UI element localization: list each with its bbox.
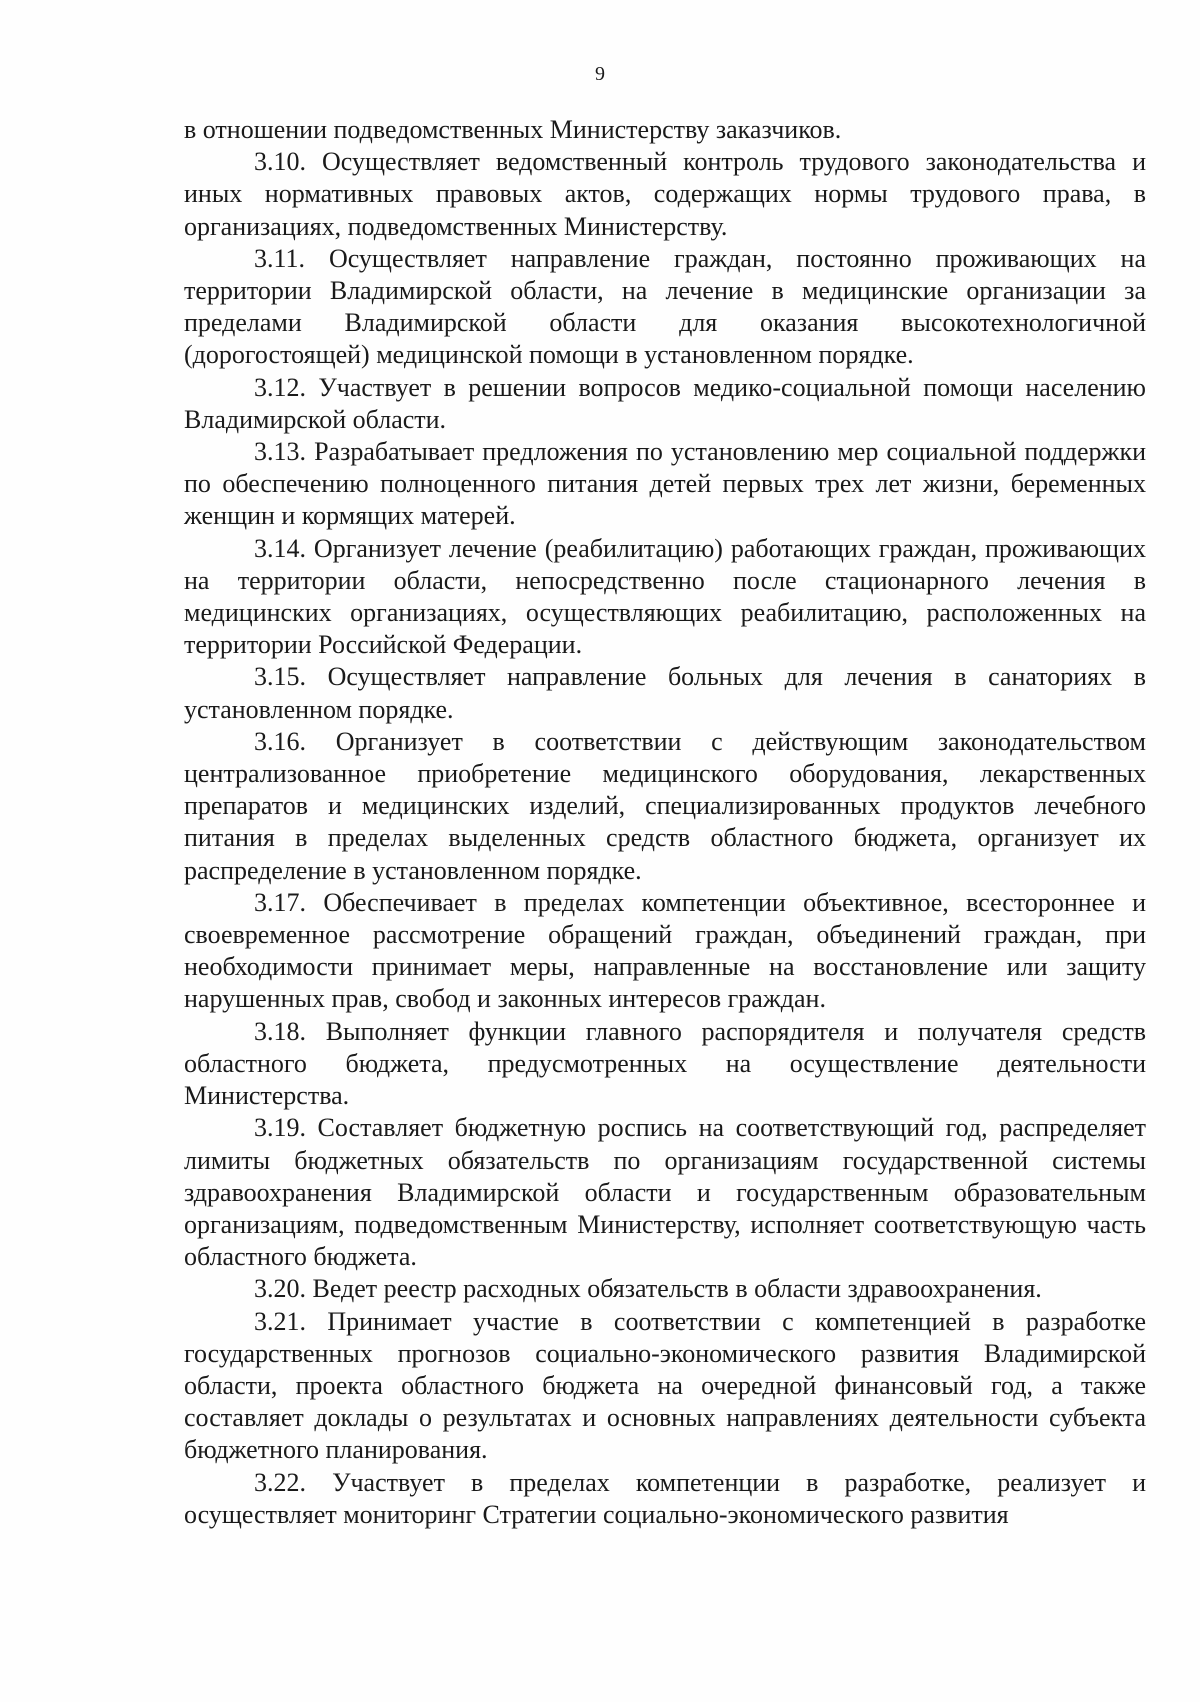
paragraph-3-22: 3.22. Участвует в пределах компетенции в разработке, реализует и осуществляет мониторинг Стратегии социально-экономического развития xyxy=(184,1467,1146,1529)
paragraph-3-16: 3.16. Организует в соответствии с действующим законодательством централизованное приобретение медицинского оборудования, лекарственных препаратов и медицинских изделий, специализированных продуктов лечебного питания в пределах выделенных средств областного бюджета, организует их распределение в установленном порядке. xyxy=(184,726,1146,885)
paragraph-3-14: 3.14. Организует лечение (реабилитацию) работающих граждан, проживающих на территории области, непосредственно после стационарного лечения в медицинских организациях, осуществляющих реабилитацию, расположенных на территории Российской Федерации. xyxy=(184,533,1146,660)
paragraph-3-15: 3.15. Осуществляет направление больных для лечения в санаториях в установленном порядке. xyxy=(184,662,1146,724)
paragraph-3-17: 3.17. Обеспечивает в пределах компетенции объективное, всестороннее и своевременное рассмотрение обращений граждан, объединений граждан, при необходимости принимает меры, направленные на восстановление или защиту нарушенных прав, свобод и законных интересов граждан. xyxy=(184,887,1146,1014)
paragraph-3-21: 3.21. Принимает участие в соответствии с компетенцией в разработке государственных прогнозов социально-экономического развития Владимирской области, проекта областного бюджета на очередной финансовый год, а также составляет доклады о результатах и основных направлениях деятельности субъекта бюджетного планирования. xyxy=(184,1306,1146,1465)
page-number: 9 xyxy=(595,63,605,85)
paragraph-3-18: 3.18. Выполняет функции главного распорядителя и получателя средств областного бюджета, предусмотренных на осуществление деятельности Министерства. xyxy=(184,1016,1146,1111)
paragraph-3-20: 3.20. Ведет реестр расходных обязательств в области здравоохранения. xyxy=(254,1274,1042,1304)
paragraph-3-12: 3.12. Участвует в решении вопросов медико-социальной помощи населению Владимирской области. xyxy=(184,372,1146,434)
paragraph-3-13: 3.13. Разрабатывает предложения по установлению мер социальной поддержки по обеспечению полноценного питания детей первых трех лет жизни, беременных женщин и кормящих матерей. xyxy=(184,437,1146,531)
paragraph-3-11: 3.11. Осуществляет направление граждан, постоянно проживающих на территории Владимирской области, на лечение в медицинские организации за пределами Владимирской области для оказания высокотехнологичной (дорогостоящей) медицинской помощи в установленном порядке. xyxy=(184,243,1146,370)
paragraph-3-19: 3.19. Составляет бюджетную роспись на соответствующий год, распределяет лимиты бюджетных обязательств по организациям государственной системы здравоохранения Владимирской области и государственным образовательным организациям, подведомственным Министерству, исполняет соответствующую часть областного бюджета. xyxy=(184,1113,1146,1272)
document-body xyxy=(184,114,1146,1531)
paragraph-3-10: 3.10. Осуществляет ведомственный контроль трудового законодательства и иных нормативных правовых актов, содержащих нормы трудового права, в организациях, подведомственных Министерству. xyxy=(184,147,1146,241)
paragraph-continuation: в отношении подведомственных Министерству заказчиков. xyxy=(184,115,842,144)
